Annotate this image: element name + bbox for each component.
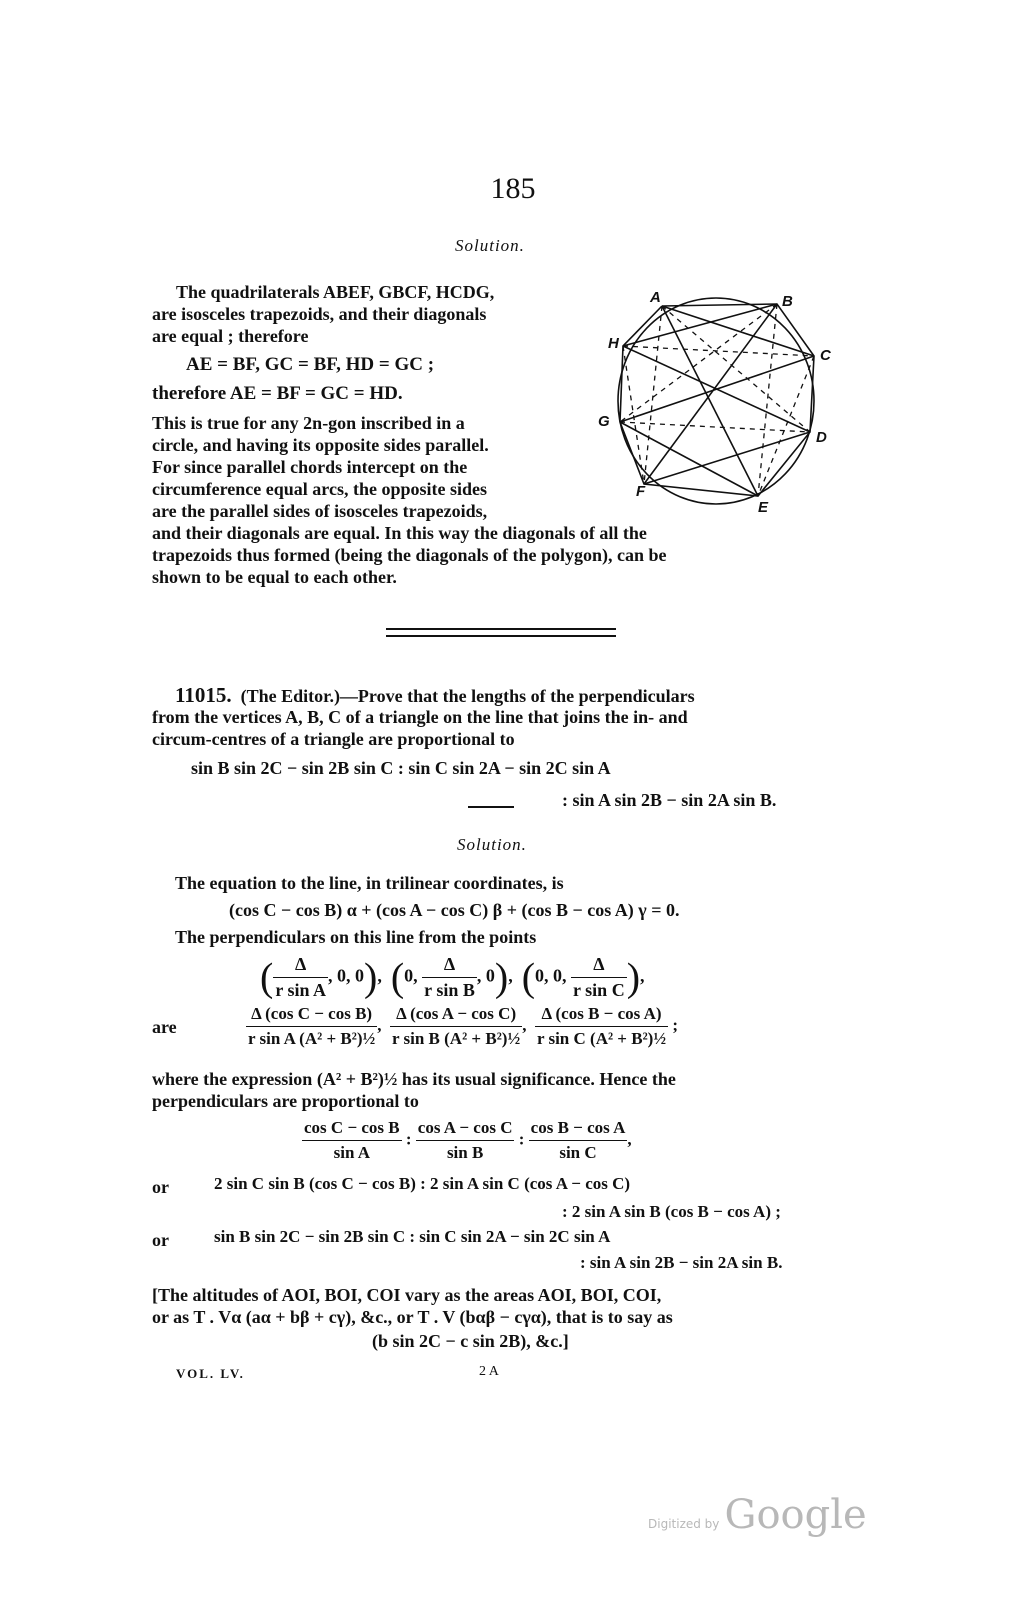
ratio-line: sin B sin 2C − sin 2B sin C : sin C sin 2A − sin 2C sin A — [214, 1227, 611, 1246]
text-line: circum-centres of a triangle are proportional to — [152, 729, 515, 749]
short-rule — [468, 806, 514, 808]
vertex-label-a: A — [650, 289, 661, 306]
vertex-label-e: E — [758, 499, 769, 516]
text-line: circle, and having its opposite sides parallel. — [152, 435, 489, 455]
vertex-label-d: D — [816, 429, 827, 446]
google-watermark — [648, 1492, 867, 1538]
vertex-label-h: H — [608, 335, 619, 352]
dashed-ce — [758, 356, 814, 496]
text-line: perpendiculars are proportional to — [152, 1091, 419, 1111]
text-line: This is true for any 2n-gon inscribed in a — [152, 413, 465, 433]
problem-intro: (The Editor.)—Prove that the lengths of the perpendiculars — [240, 686, 695, 706]
solution-heading: Solution. — [457, 835, 527, 854]
point-fraction: $\frac{\Delta}{\text{r sin A}}$ — [275, 954, 327, 1000]
proportions-row: $\frac{\text{cos C − cos B}}{\text{sin A}}$ : $\frac{\text{cos A − cos C}}{\text{sin B}}$ : $\frac{\text{cos B − cos A}}{\text{sin C}}$ , — [304, 1118, 632, 1162]
vertex-label-g: G — [598, 413, 610, 430]
page-number: 185 — [490, 172, 536, 205]
equation: therefore AE = BF = GC = HD. — [152, 383, 403, 404]
text-line: The perpendiculars on this line from the points — [175, 927, 537, 947]
text-line: and their diagonals are equal. In this way the diagonals of all the — [152, 523, 647, 543]
text-line: from the vertices A, B, C of a triangle on the line that joins the in- and — [152, 707, 688, 727]
solution-heading: Solution. — [455, 236, 525, 255]
polygon-sides — [620, 304, 814, 496]
text-line: are isosceles trapezoids, and their diagonals — [152, 304, 487, 324]
dashed-gd — [620, 422, 810, 432]
vertex-label-b: B — [782, 293, 793, 310]
diagonal-bf — [644, 304, 777, 484]
text-line: where the expression (A² + B²)½ has its usual significance. Hence the — [152, 1069, 676, 1089]
diagonal-ac — [662, 306, 814, 356]
problem-statement-line — [175, 684, 695, 707]
note-line: or as T . Vα (aα + bβ + cγ), &c., or T . V (bαβ − cγα), that is to say as — [152, 1307, 673, 1327]
section-divider — [386, 628, 616, 630]
dashed-be — [758, 304, 777, 496]
vertex-label-c: C — [820, 347, 831, 364]
text-line: are the parallel sides of isosceles trapezoids, — [152, 501, 488, 521]
text-line: are equal ; therefore — [152, 326, 309, 346]
volume-label: VOL. LV. — [176, 1366, 245, 1381]
ratio-line: 2 sin C sin B (cos C − cos B) : 2 sin A sin C (cos A − cos C) — [214, 1174, 631, 1193]
diagonal-fd — [644, 432, 810, 484]
text-line: shown to be equal to each other. — [152, 567, 397, 587]
text-line: trapezoids thus formed (being the diagonals of the polygon), can be — [152, 545, 667, 565]
note-line: [The altitudes of AOI, BOI, COI vary as the areas AOI, BOI, COI, — [152, 1285, 662, 1305]
points-row: ( $\frac{\Delta}{\text{r sin A}}$ , 0, 0), (0, $\frac{\Delta}{\text{r sin B}}$ , 0), (0, 0, $\frac{\Delta}{\text{r sin C}}$ ), — [260, 954, 645, 1000]
signature-mark: 2 A — [479, 1364, 499, 1379]
dashed-bg — [620, 304, 777, 422]
dashed-ad — [662, 306, 810, 432]
or-label: or — [152, 1177, 169, 1197]
line-equation: (cos C − cos B) α + (cos A − cos C) β + (cos B − cos A) γ = 0. — [229, 900, 680, 920]
vertex-label-f: F — [636, 483, 646, 500]
or-label: or — [152, 1230, 169, 1250]
dashed-af — [644, 306, 662, 484]
text-line: The equation to the line, in trilinear coordinates, is — [175, 873, 564, 893]
point-fraction: $\frac{\Delta}{\text{r sin B}}$ — [424, 954, 475, 1000]
ratio-line: sin B sin 2C − sin 2B sin C : sin C sin 2A − sin 2C sin A — [191, 758, 611, 778]
watermark-prefix: Digitized by — [648, 1517, 720, 1531]
are-label: are — [152, 1017, 177, 1037]
text-line: For since parallel chords intercept on the — [152, 457, 468, 477]
google-logo: Google — [724, 1492, 867, 1538]
note-line: (b sin 2C − c sin 2B), &c.] — [372, 1331, 569, 1351]
ratio-line: : sin A sin 2B − sin 2A sin B. — [580, 1253, 783, 1272]
perpendiculars-row: $\frac{\text{Δ (cos C − cos B)}}{\text{r sin A (A² + B²)½}}$ , $\frac{\text{Δ (cos A − cos C)}}{\text{r sin B (A² + B²)½}}$ , $\frac{\text{Δ (cos B − cos A)}}{\text{r sin C (A² + B²)½}}$ ; — [248, 1004, 679, 1048]
text-line: The quadrilaterals ABEF, GBCF, HCDG, — [176, 282, 495, 302]
problem-number: 11015. — [175, 683, 232, 707]
point-fraction: $\frac{\Delta}{\text{r sin C}}$ — [573, 954, 625, 1000]
section-divider — [386, 635, 616, 637]
diagonal-hb — [623, 304, 777, 346]
octagon-diagram — [592, 286, 852, 518]
equation: AE = BF, GC = BF, HD = GC ; — [186, 354, 435, 375]
ratio-line: : 2 sin A sin B (cos B − cos A) ; — [562, 1202, 781, 1221]
ratio-line: : sin A sin 2B − sin 2A sin B. — [562, 790, 777, 810]
text-line: circumference equal arcs, the opposite sides — [152, 479, 487, 499]
